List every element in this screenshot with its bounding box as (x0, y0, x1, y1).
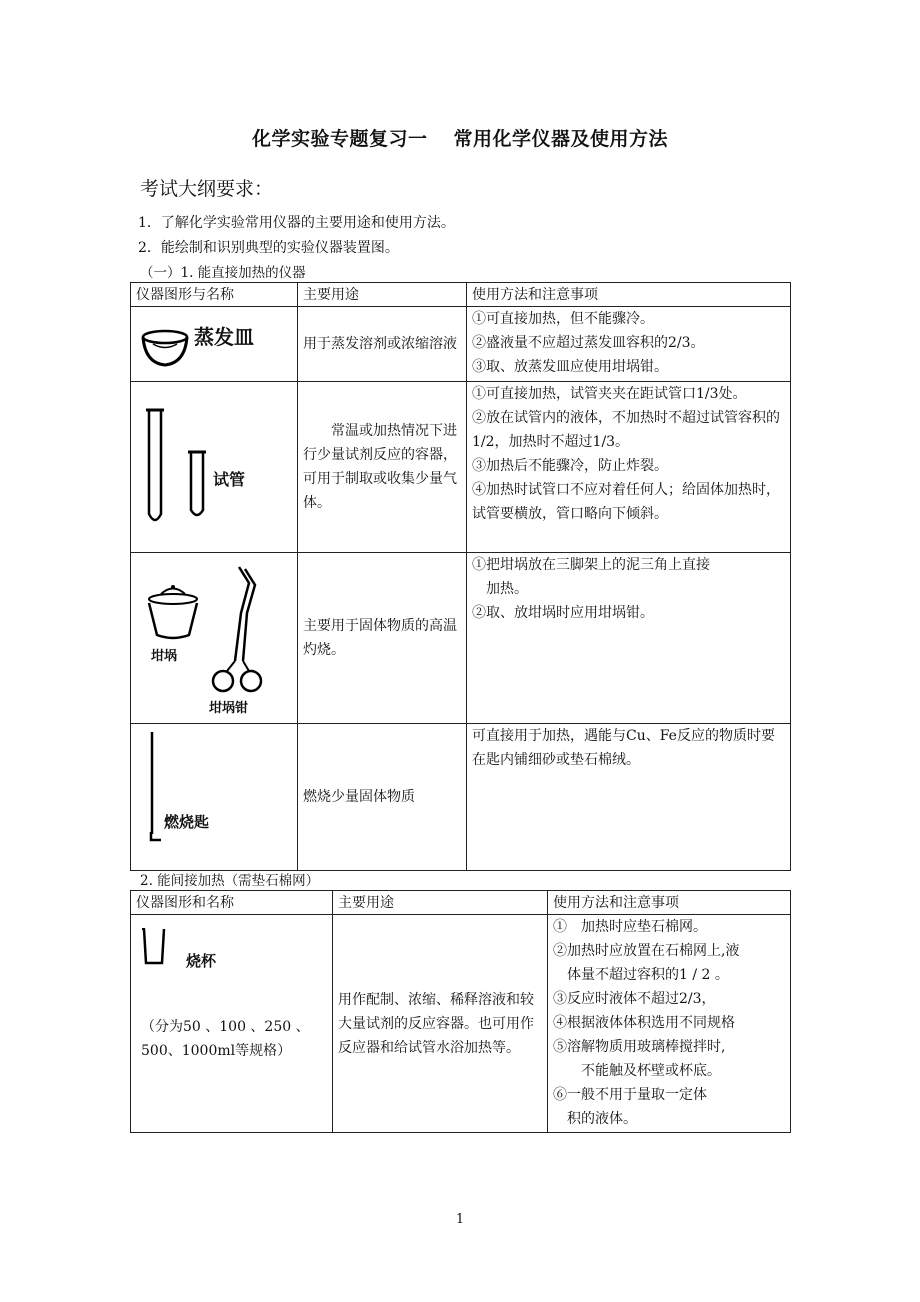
crucible-tongs-label: 坩埚钳 (209, 701, 249, 716)
test-tube-label: 试管 (213, 470, 246, 489)
table-row (131, 915, 791, 1133)
table-row (131, 724, 791, 871)
crucible-label: 坩埚 (151, 649, 178, 664)
combustion-spoon-use: 燃烧少量固体物质 (298, 724, 467, 871)
requirement-1: 1．了解化学实验常用仪器的主要用途和使用方法。 (138, 215, 455, 231)
direct-heating-table (130, 282, 791, 871)
requirement-2: 2．能绘制和识别典型的实验仪器装置图。 (138, 240, 399, 256)
combustion-spoon-cell (131, 724, 298, 871)
page-title: 化学实验专题复习一 常用化学仪器及使用方法 (251, 128, 669, 150)
page-number: 1 (455, 1212, 465, 1227)
table-row (131, 382, 791, 553)
col-header-shape: 仪器图形和名称 (131, 891, 333, 915)
evaporating-dish-label: 蒸发皿 (194, 325, 254, 349)
test-tube-notes: ①可直接加热，试管夹夹在距试管口1/3处。 ②放在试管内的液体，不加热时不超过试管容积的1/2，加热时不超过1/3。 ③加热后不能骤冷，防止炸裂。 ④加热时试管口不应对着任何人；给固体加热时，试管要横放，管口略向下倾斜。 (467, 382, 791, 553)
evaporating-dish-notes: ①可直接加热，但不能骤冷。 ②盛液量不应超过蒸发皿容积的2/3。 ③取、放蒸发皿应使用坩埚钳。 (467, 307, 791, 382)
beaker-spec: （分为50 、100 、250 、500、1000ml等规格） (141, 1019, 310, 1059)
combustion-spoon-notes: 可直接用于加热，遇能与Cu、Fe反应的物质时要在匙内铺细砂或垫石棉绒。 (467, 724, 791, 871)
beaker-use: 用作配制、浓缩、稀释溶液和较大量试剂的反应容器。也可用作反应器和给试管水浴加热等。 (333, 915, 548, 1133)
table-header-row (131, 891, 791, 915)
col-header-use: 主要用途 (298, 283, 467, 307)
exam-outline-heading: 考试大纲要求： (140, 178, 274, 200)
evaporating-dish-use: 用于蒸发溶剂或浓缩溶液 (298, 307, 467, 382)
test-tube-cell (131, 382, 298, 553)
combustion-spoon-label: 燃烧匙 (164, 813, 210, 831)
col-header-shape: 仪器图形与名称 (131, 283, 298, 307)
table-row (131, 553, 791, 724)
crucible-notes: ①把坩埚放在三脚架上的泥三角上直接 加热。 ②取、放坩埚时应用坩埚钳。 (467, 553, 791, 724)
crucible-cell (131, 553, 298, 724)
col-header-use: 主要用途 (333, 891, 548, 915)
table-header-row (131, 283, 791, 307)
beaker-label: 烧杯 (186, 952, 217, 970)
evaporating-dish-cell (131, 307, 298, 382)
beaker-icon (131, 915, 333, 975)
section1-heading: （一）1. 能直接加热的仪器 (140, 265, 306, 281)
beaker-notes: ① 加热时应垫石棉网。 ②加热时应放置在石棉网上,液 体量不超过容积的1 / 2 。 ③反应时液体不超过2/3， ④根据液体体积选用不同规格 ⑤溶解物质用玻璃棒搅拌时, 不能触及杯壁或杯底。 ⑥一般不用于量取一定体 积的液体。 (548, 915, 791, 1133)
beaker-cell (131, 915, 333, 1133)
table-row (131, 307, 791, 382)
indirect-heating-table (130, 890, 791, 1133)
test-tube-use: 常温或加热情况下进行少量试剂反应的容器，可用于制取或收集少量气体。 (298, 382, 467, 553)
crucible-use: 主要用于固体物质的高温灼烧。 (298, 553, 467, 724)
combustion-spoon-icon (131, 724, 298, 870)
col-header-notes: 使用方法和注意事项 (548, 891, 791, 915)
section2-heading: 2. 能间接加热（需垫石棉网） (140, 873, 320, 889)
test-tube-icon (131, 382, 298, 552)
col-header-notes: 使用方法和注意事项 (467, 283, 791, 307)
